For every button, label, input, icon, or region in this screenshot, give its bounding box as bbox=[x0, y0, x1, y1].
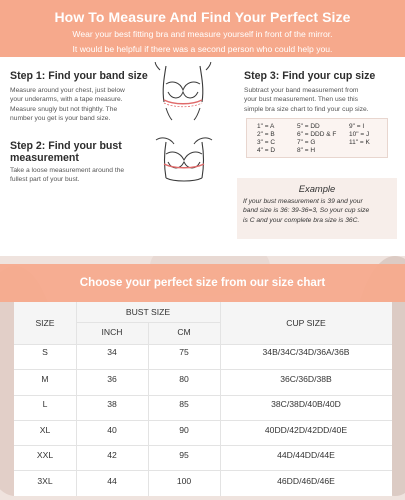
row-inch: 44 bbox=[107, 476, 117, 486]
cup-chart-col3 bbox=[349, 123, 370, 147]
header-cm: CM bbox=[177, 327, 191, 337]
row-inch: 40 bbox=[107, 425, 117, 435]
step3-line: simple bra size chart to find your cup size. bbox=[244, 105, 369, 113]
example-title: Example bbox=[298, 183, 336, 194]
row-size: M bbox=[41, 374, 49, 384]
row-inch: 42 bbox=[107, 450, 117, 460]
example-text bbox=[243, 197, 395, 225]
cup-chart-entry: 1" = A bbox=[257, 123, 275, 130]
step1-line: number you get is your band size. bbox=[10, 115, 111, 123]
cup-chart-col2 bbox=[297, 123, 336, 155]
step2-text bbox=[10, 166, 124, 185]
step2-title-line: Step 2: Find your bust bbox=[10, 140, 122, 152]
header-bottom-divider bbox=[14, 344, 392, 345]
row-size: XXL bbox=[36, 450, 54, 460]
step2-title-line: measurement bbox=[10, 152, 79, 164]
row-divider bbox=[14, 395, 392, 396]
step1-title: Step 1: Find your band size bbox=[10, 70, 148, 82]
cup-chart-entry: 5" = DD bbox=[297, 123, 320, 130]
cup-chart-entry: 8" = H bbox=[297, 147, 316, 154]
step1-line: Measure snugly but not thightly. The bbox=[10, 105, 118, 113]
step1-text bbox=[10, 86, 125, 124]
row-cm: 80 bbox=[179, 374, 189, 384]
step1-line: your underarms, with a tape measure. bbox=[10, 96, 123, 104]
cup-size-chart bbox=[246, 118, 388, 158]
example-line: is C and your complete bra size is 36C. bbox=[243, 216, 360, 224]
header-inch: INCH bbox=[101, 327, 123, 337]
cup-chart-entry: 3" = C bbox=[257, 139, 276, 146]
row-inch: 34 bbox=[107, 347, 117, 357]
row-cup: 34B/34C/34D/36A/36B bbox=[262, 347, 350, 357]
row-divider bbox=[14, 445, 392, 446]
size-chart-heading: Choose your perfect size from our size chart bbox=[79, 276, 326, 289]
row-divider bbox=[14, 470, 392, 471]
step2-title bbox=[10, 140, 122, 164]
row-divider bbox=[14, 420, 392, 421]
row-size: L bbox=[42, 399, 48, 409]
cup-chart-entry: 10" = J bbox=[349, 131, 370, 138]
step3-line: Subtract your band measurement from bbox=[244, 87, 359, 94]
row-cup: 46DD/46D/46E bbox=[277, 476, 335, 486]
header-size: SIZE bbox=[35, 318, 55, 328]
row-cm: 75 bbox=[179, 347, 189, 357]
row-cup: 44D/44DD/44E bbox=[277, 450, 335, 460]
row-cup: 38C/38D/40B/40D bbox=[271, 399, 341, 409]
step3-line: your bust measurement. Then use this bbox=[244, 96, 358, 104]
header-bust-size: BUST SIZE bbox=[125, 307, 171, 317]
band-measure-figure bbox=[152, 62, 214, 122]
example-line: band size is 36: 39-36=3, So your cup size bbox=[243, 207, 370, 215]
size-table bbox=[14, 302, 392, 496]
top-banner bbox=[0, 0, 405, 57]
step2-line: Take a loose measurement around the bbox=[10, 167, 125, 174]
row-size: S bbox=[42, 347, 48, 357]
cup-chart-entry: 7" = G bbox=[297, 139, 316, 146]
cup-chart-col1 bbox=[257, 123, 275, 155]
subtitle-line-1: Wear your best fitting bra and measure yourself in front of the mirror. bbox=[72, 29, 333, 39]
page-title: How To Measure And Find Your Perfect Size bbox=[54, 9, 351, 25]
row-inch: 38 bbox=[107, 399, 117, 409]
row-size: 3XL bbox=[37, 476, 53, 486]
row-cm: 90 bbox=[179, 425, 189, 435]
row-cup: 36C/36D/38B bbox=[280, 374, 332, 384]
cup-chart-entry: 9" = I bbox=[349, 123, 365, 130]
row-inch: 36 bbox=[107, 374, 117, 384]
cup-chart-entry: 11" = K bbox=[349, 139, 370, 146]
row-cm: 85 bbox=[179, 399, 189, 409]
row-cm: 95 bbox=[179, 450, 189, 460]
subtitle-line-2: It would be helpful if there was a second person who could help you. bbox=[72, 44, 333, 54]
example-box bbox=[237, 178, 397, 239]
bust-measure-figure bbox=[152, 132, 216, 192]
cup-chart-entry: 4" = D bbox=[257, 147, 276, 154]
row-divider bbox=[14, 369, 392, 370]
row-cm: 100 bbox=[176, 476, 192, 486]
step3-text bbox=[244, 86, 369, 114]
header-cup-size: CUP SIZE bbox=[286, 318, 326, 328]
step3-title: Step 3: Find your cup size bbox=[244, 70, 376, 82]
cup-chart-entry: 2" = B bbox=[257, 131, 275, 138]
step1-line: Measure around your chest, just below bbox=[10, 87, 125, 94]
example-line: If your bust measurement is 39 and your bbox=[243, 198, 363, 205]
cup-chart-entry: 6" = DDD & F bbox=[297, 131, 337, 138]
step2-line: fullest part of your bust. bbox=[10, 176, 80, 184]
row-size: XL bbox=[39, 425, 51, 435]
row-cup: 40DD/42D/42DD/40E bbox=[264, 425, 348, 435]
